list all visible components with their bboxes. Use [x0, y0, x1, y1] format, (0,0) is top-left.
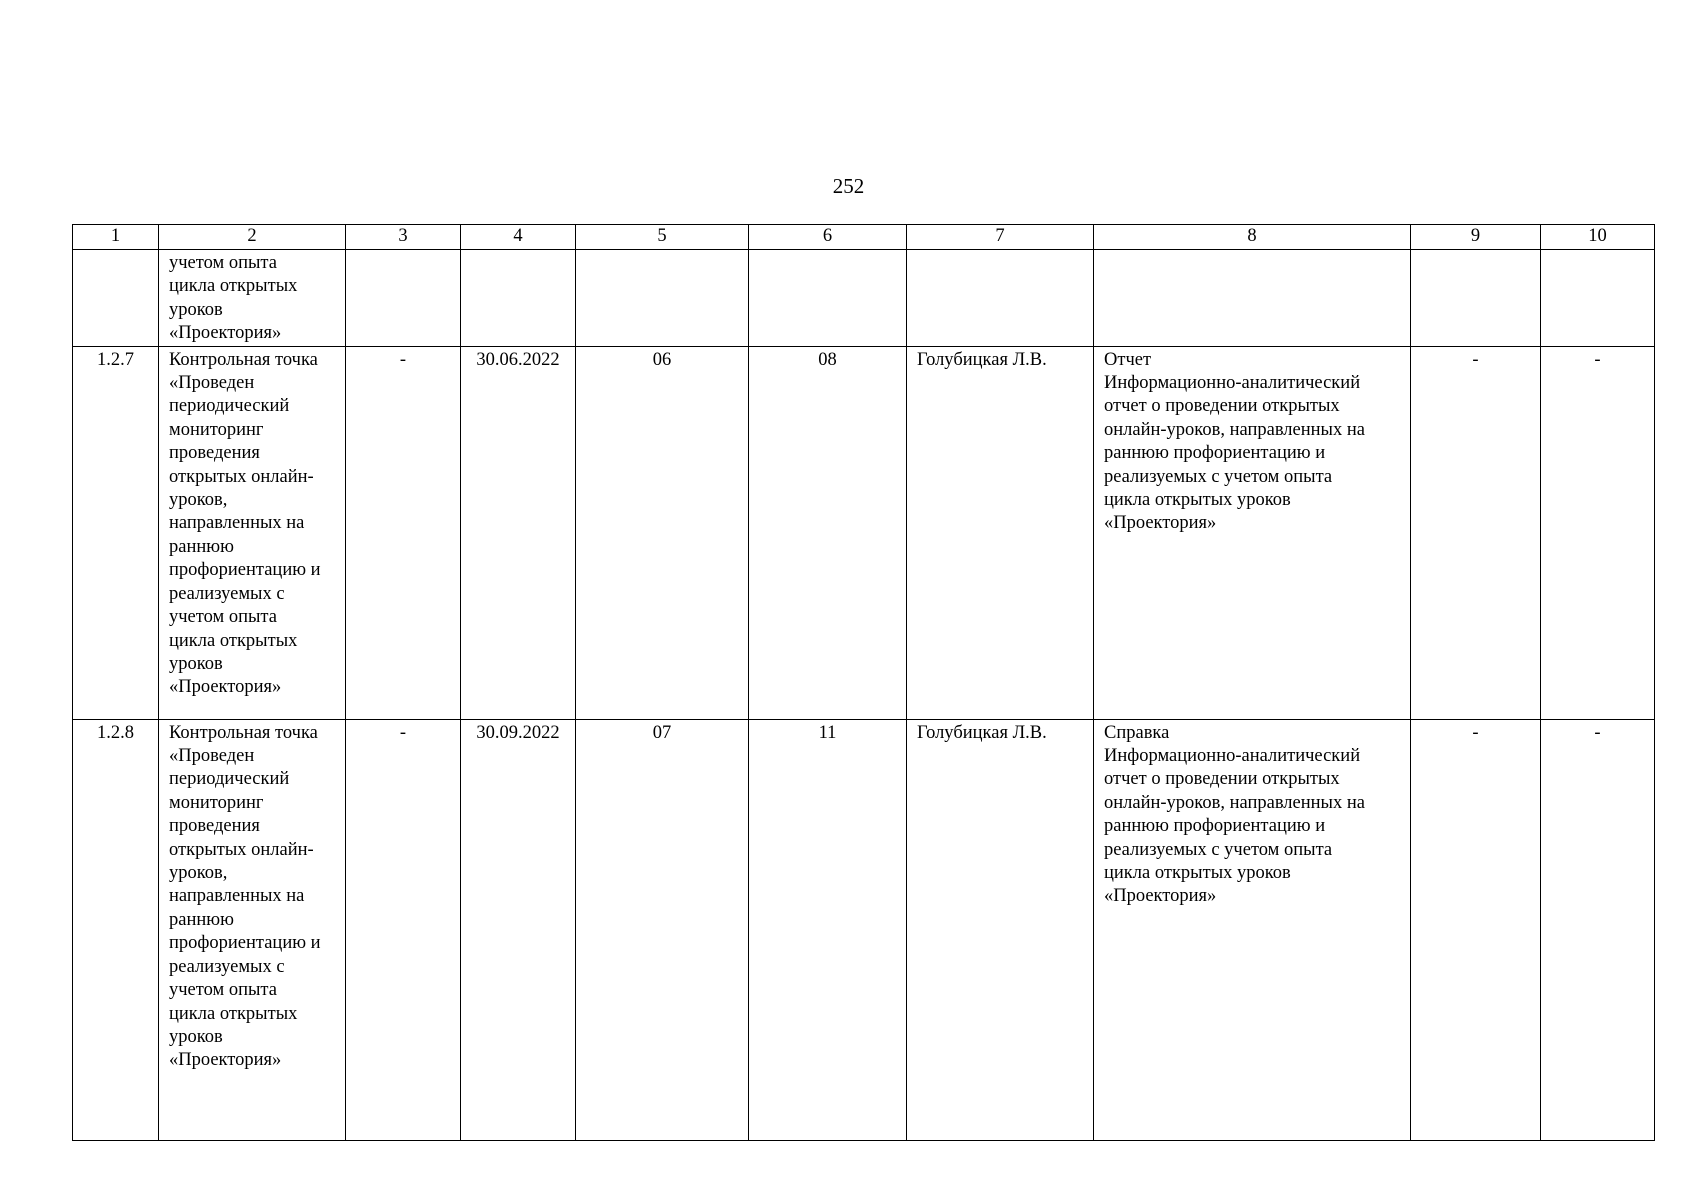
column-header: 1 [73, 225, 159, 250]
cell-responsible [907, 346, 1094, 719]
cell-text [749, 250, 906, 252]
cell-text: 1.2.8 [97, 722, 134, 743]
cell-responsible [907, 719, 1094, 1140]
cell-event [159, 719, 346, 1140]
cell-number [73, 719, 159, 1140]
cell-text [1541, 250, 1654, 252]
cell-text: - [1594, 722, 1601, 743]
cell-col5 [576, 250, 749, 347]
table-row [73, 250, 1655, 347]
cell-text: 07 [652, 722, 672, 743]
cell-col9 [1411, 250, 1541, 347]
cell-col3 [346, 719, 461, 1140]
cell-col9 [1411, 346, 1541, 719]
cell-text: Голубицкая Л.В. [917, 722, 1047, 743]
column-header: 9 [1411, 225, 1541, 250]
cell-date [461, 346, 576, 719]
cell-text: - [1472, 349, 1479, 370]
cell-text: Справка Информационно-аналитический отчет о проведении открытых онлайн-уроков, направленных на раннюю профориентацию и реализуемых с учетом опыта цикла открытых уроков «Проектория» [1104, 722, 1365, 907]
cell-text: Контрольная точка «Проведен периодический мониторинг проведения открытых онлайн- уроков, направленных на раннюю профориентацию и реализуемых с учетом опыта цикла открытых уроков «Проектория» [169, 349, 321, 698]
cell-text: - [1594, 349, 1601, 370]
cell-col10 [1541, 346, 1655, 719]
column-header: 8 [1094, 225, 1411, 250]
column-header: 2 [159, 225, 346, 250]
cell-date [461, 719, 576, 1140]
cell-text [461, 250, 575, 252]
cell-col3 [346, 346, 461, 719]
cell-text: - [1472, 722, 1479, 743]
cell-document [1094, 346, 1411, 719]
cell-text: - [399, 722, 407, 743]
cell-col6 [749, 250, 907, 347]
page-number: 252 [832, 174, 865, 198]
cell-col9 [1411, 719, 1541, 1140]
cell-number [73, 250, 159, 347]
cell-text: - [399, 349, 407, 370]
table-row [73, 719, 1655, 1140]
column-header: 7 [907, 225, 1094, 250]
cell-event [159, 250, 346, 347]
cell-text: 1.2.7 [97, 349, 134, 370]
table-row [73, 346, 1655, 719]
cell-text: Контрольная точка «Проведен периодический мониторинг проведения открытых онлайн- уроков, направленных на раннюю профориентацию и реализуемых с учетом опыта цикла открытых уроков «Проектория» [169, 722, 321, 1071]
cell-text: Отчет Информационно-аналитический отчет о проведении открытых онлайн-уроков, направленных на раннюю профориентацию и реализуемых с учетом опыта цикла открытых уроков «Проектория» [1104, 349, 1365, 534]
cell-text [73, 250, 158, 252]
cell-text: Голубицкая Л.В. [917, 349, 1047, 370]
cell-col6 [749, 346, 907, 719]
cell-date [461, 250, 576, 347]
cell-text: 11 [818, 722, 837, 743]
column-header: 5 [576, 225, 749, 250]
cell-col10 [1541, 250, 1655, 347]
cell-text [1094, 250, 1410, 252]
cell-responsible [907, 250, 1094, 347]
column-header: 3 [346, 225, 461, 250]
cell-text: 08 [818, 349, 837, 370]
column-header: 10 [1541, 225, 1655, 250]
cell-text [1411, 250, 1540, 252]
table-header-row [73, 225, 1655, 250]
cell-text [576, 250, 748, 252]
cell-number [73, 346, 159, 719]
cell-text: 06 [652, 349, 672, 370]
cell-text [907, 250, 1093, 252]
column-header: 6 [749, 225, 907, 250]
plan-table [72, 224, 1655, 1141]
cell-col3 [346, 250, 461, 347]
column-header: 4 [461, 225, 576, 250]
cell-text: 30.09.2022 [476, 722, 560, 743]
cell-text: учетом опыта цикла открытых уроков «Проектория» [169, 253, 298, 344]
cell-document [1094, 250, 1411, 347]
cell-text [346, 250, 460, 252]
cell-col5 [576, 346, 749, 719]
cell-text: 30.06.2022 [476, 349, 560, 370]
cell-document [1094, 719, 1411, 1140]
cell-col6 [749, 719, 907, 1140]
cell-col5 [576, 719, 749, 1140]
cell-event [159, 346, 346, 719]
cell-col10 [1541, 719, 1655, 1140]
